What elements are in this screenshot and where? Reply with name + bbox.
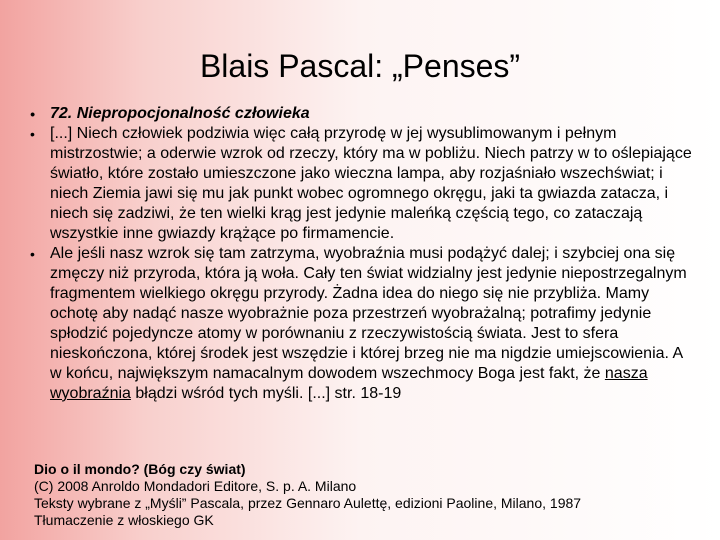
source-book-title: Dio o il mondo? (Bóg czy świat) — [34, 461, 246, 477]
bullet-heading: • 72. Niepropocjonalność człowieka — [30, 104, 694, 124]
bullet-list — [30, 104, 694, 404]
source-translation: Tłumaczenie z włoskiego GK — [34, 512, 214, 528]
slide-title: Blais Pascal: „Penses” — [199, 48, 521, 84]
source-selection: Teksty wybrane z „Myśli” Pascala, przez Gennaro Aulettę, edizioni Paoline, Milano, 1987 — [34, 495, 582, 511]
bullet-paragraph-2 — [30, 244, 694, 404]
paragraph-2-start: Ale jeśli nasz wzrok się tam zatrzyma, wyobraźnia musi podążyć dalej; i szybciej ona się zmęczy niż przyroda, która ją woła. Cały ten świat widzialny jest jedynie niepostrzegalnym fragmentem wielkiego okręgu przyrody. Żadna idea do niego się nie przybliża. Mamy ochotę aby nadąć nasze wyobrażnie poza przestrzeń wyobrażalną; potrafimy jedynie spłodzić pojedyncze atomy w porównaniu z rzeczywistością świata. Jest to sfera nieskończona, której środek jest wszędzie i której brzeg nie ma nigdzie umiejscowienia. A w końcu, największym namacalnym dowodem wszechmocy Boga jest fakt, że — [50, 245, 687, 382]
bullet-paragraph-1: • [...] Niech człowiek podziwia więc całą przyrodę w jej wysublimowanym i pełnym mistrzostwie; a oderwie wzrok od rzeczy, który ma w pobliżu. Niech patrzy w to oślepiające światło, które zostało umieszczone jako wieczna lampa, aby rozjaśniało wszechświat; i niech Ziemia jawi się mu jak punkt wobec ogromnego okręgu, jaki ta gwiazda zatacza, i niech się zadziwi, że ten wielki krąg jest jedynie maleńką częścią tego, co zataczają wszystkie inne gwiazdy krążące po firmamencie. — [30, 124, 694, 244]
source-publisher: (C) 2008 Anroldo Mondadori Editore, S. p. A. Milano — [34, 478, 357, 494]
source-citation — [34, 461, 704, 529]
underlined-phrase: nasza wyobraźnia — [50, 365, 648, 402]
paragraph-2-end: błądzi wśród tych myśli. [...] str. 18-19 — [130, 385, 402, 402]
